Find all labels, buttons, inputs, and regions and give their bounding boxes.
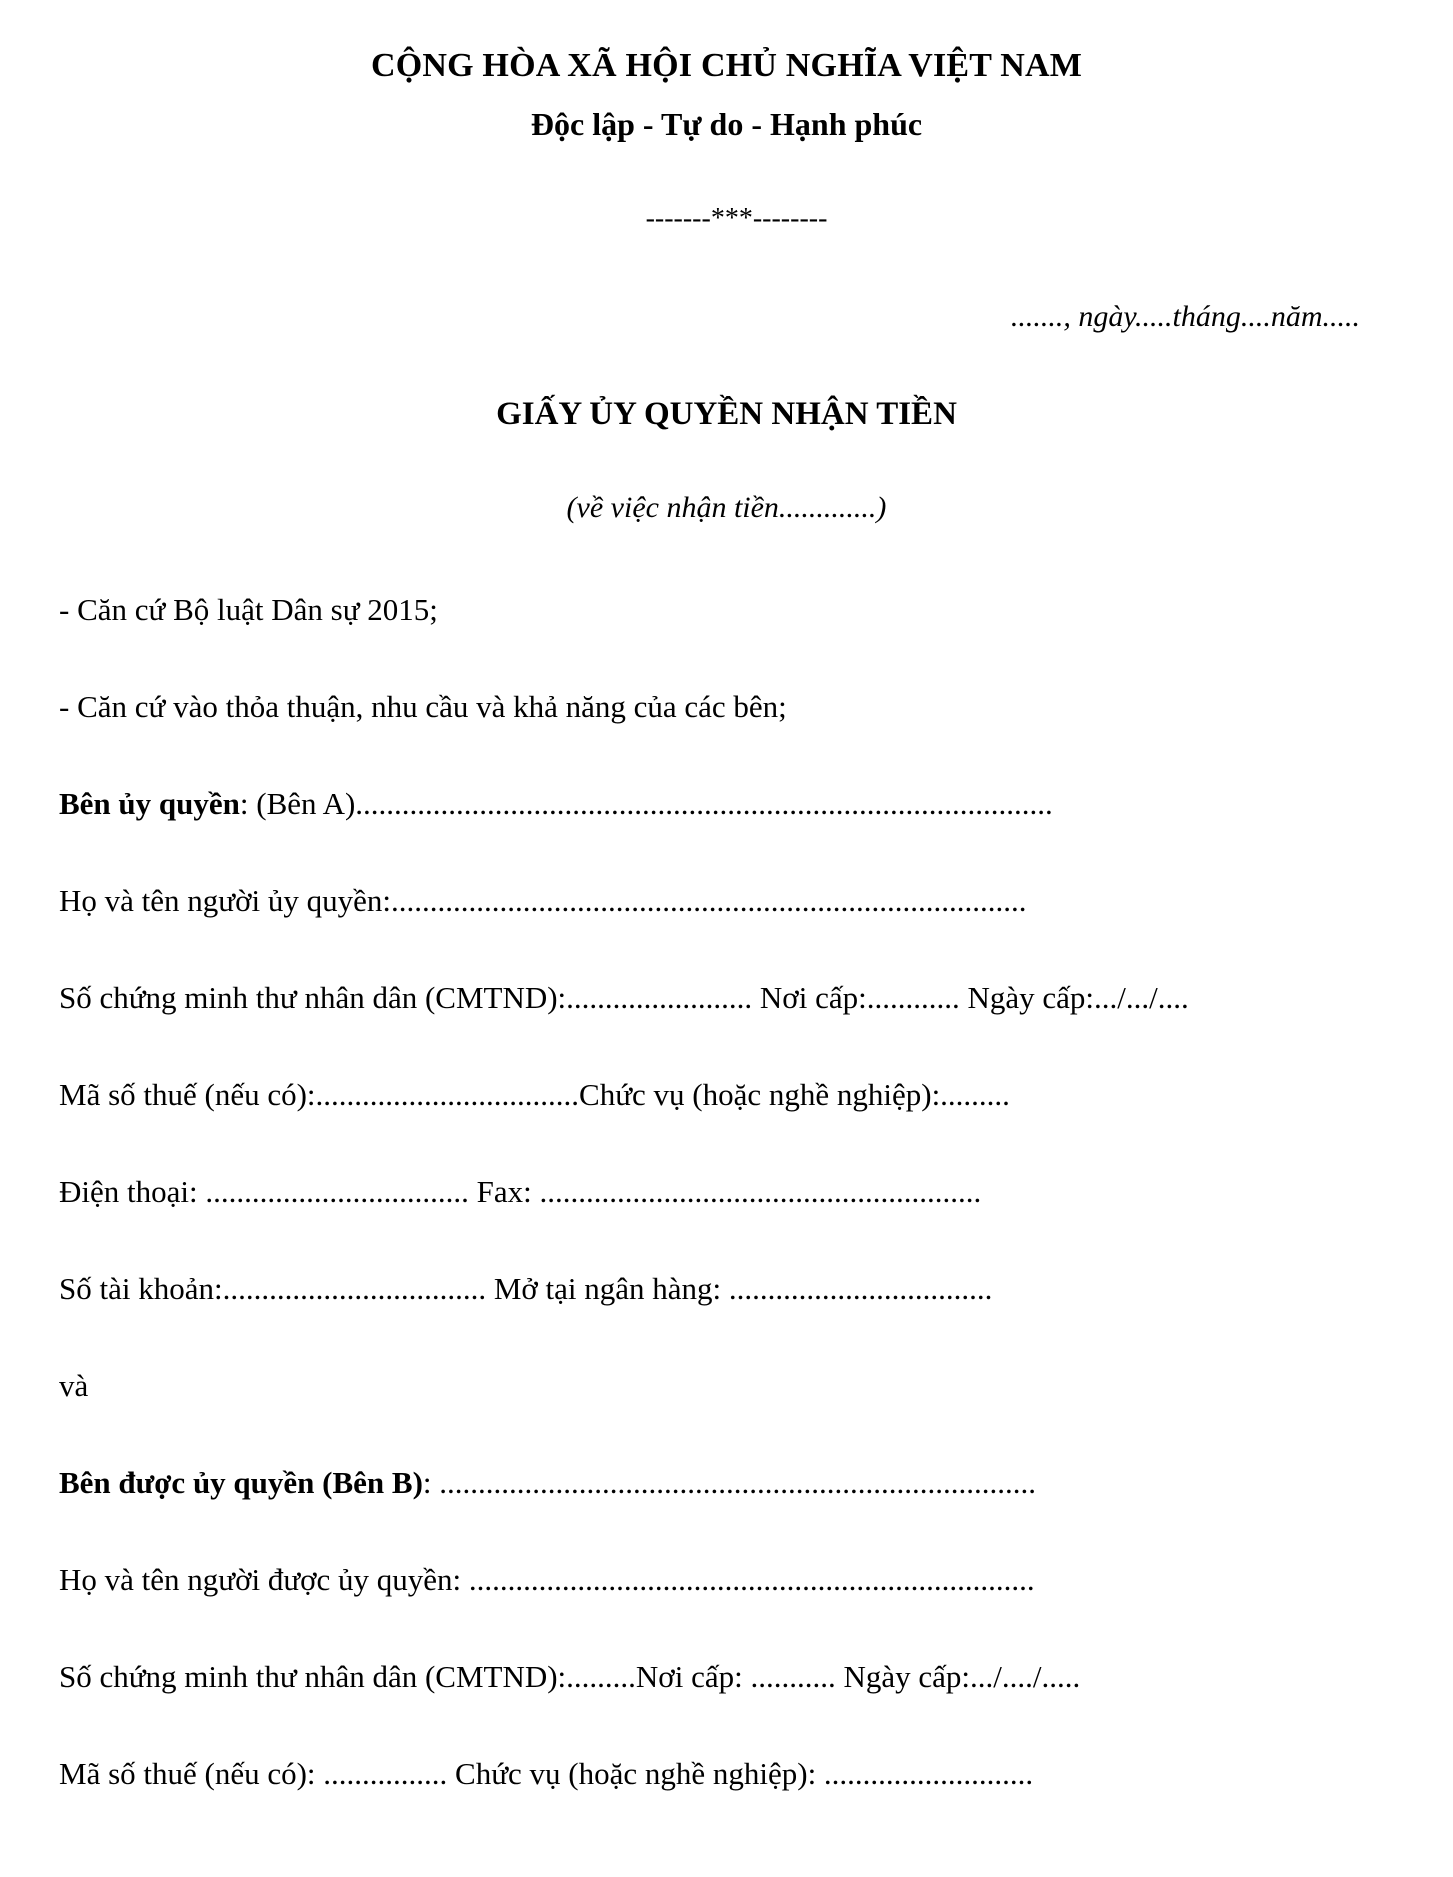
- party-b-id-field: Số chứng minh thư nhân dân (CMTND):.........Nơi cấp: ........... Ngày cấp:.../..../.....: [59, 1659, 1081, 1694]
- party-b-heading: [59, 1465, 1036, 1501]
- party-a-account-field: Số tài khoản:.................................. Mở tại ngân hàng: ..................................: [59, 1271, 993, 1306]
- party-a-tax-field: Mã số thuế (nếu có):..................................Chức vụ (hoặc nghề nghiệp):.........: [59, 1077, 1010, 1112]
- party-a-heading: [59, 786, 1053, 822]
- basis-civil-code: - Căn cứ Bộ luật Dân sự 2015;: [59, 592, 438, 627]
- document-title: GIẤY ỦY QUYỀN NHẬN TIỀN: [496, 396, 957, 432]
- separator: -------***--------: [645, 203, 828, 234]
- date-line: ......., ngày.....tháng....năm.....: [1010, 300, 1360, 333]
- national-title: CỘNG HÒA XÃ HỘI CHỦ NGHĨA VIỆT NAM: [370, 47, 1083, 84]
- party-a-label-rest: : (Bên A)..........................................................................................: [239, 786, 1053, 821]
- conjunction-text: và: [59, 1368, 89, 1403]
- party-a-label: Bên ủy quyền: [59, 786, 240, 821]
- party-b-tax-field: Mã số thuế (nếu có): ................ Chức vụ (hoặc nghề nghiệp): ...........................: [59, 1756, 1034, 1791]
- party-b-label: Bên được ủy quyền (Bên B): [59, 1465, 423, 1500]
- basis-agreement: - Căn cứ vào thỏa thuận, nhu cầu và khả năng của các bên;: [59, 689, 787, 724]
- national-motto: Độc lập - Tự do - Hạnh phúc: [530, 106, 923, 142]
- party-b-name-field: Họ và tên người được ủy quyền: .........................................................................: [59, 1562, 1035, 1597]
- party-a-id-field: Số chứng minh thư nhân dân (CMTND):........................ Nơi cấp:............ Ngày cấp:.../.../....: [59, 980, 1189, 1015]
- party-a-phone-field: Điện thoại: .................................. Fax: .........................................................: [59, 1174, 982, 1209]
- document-subtitle: (về việc nhận tiền.............): [566, 491, 887, 524]
- party-b-label-rest: : .............................................................................: [422, 1465, 1037, 1500]
- party-a-name-field: Họ và tên người ủy quyền:..................................................................................: [59, 883, 1027, 918]
